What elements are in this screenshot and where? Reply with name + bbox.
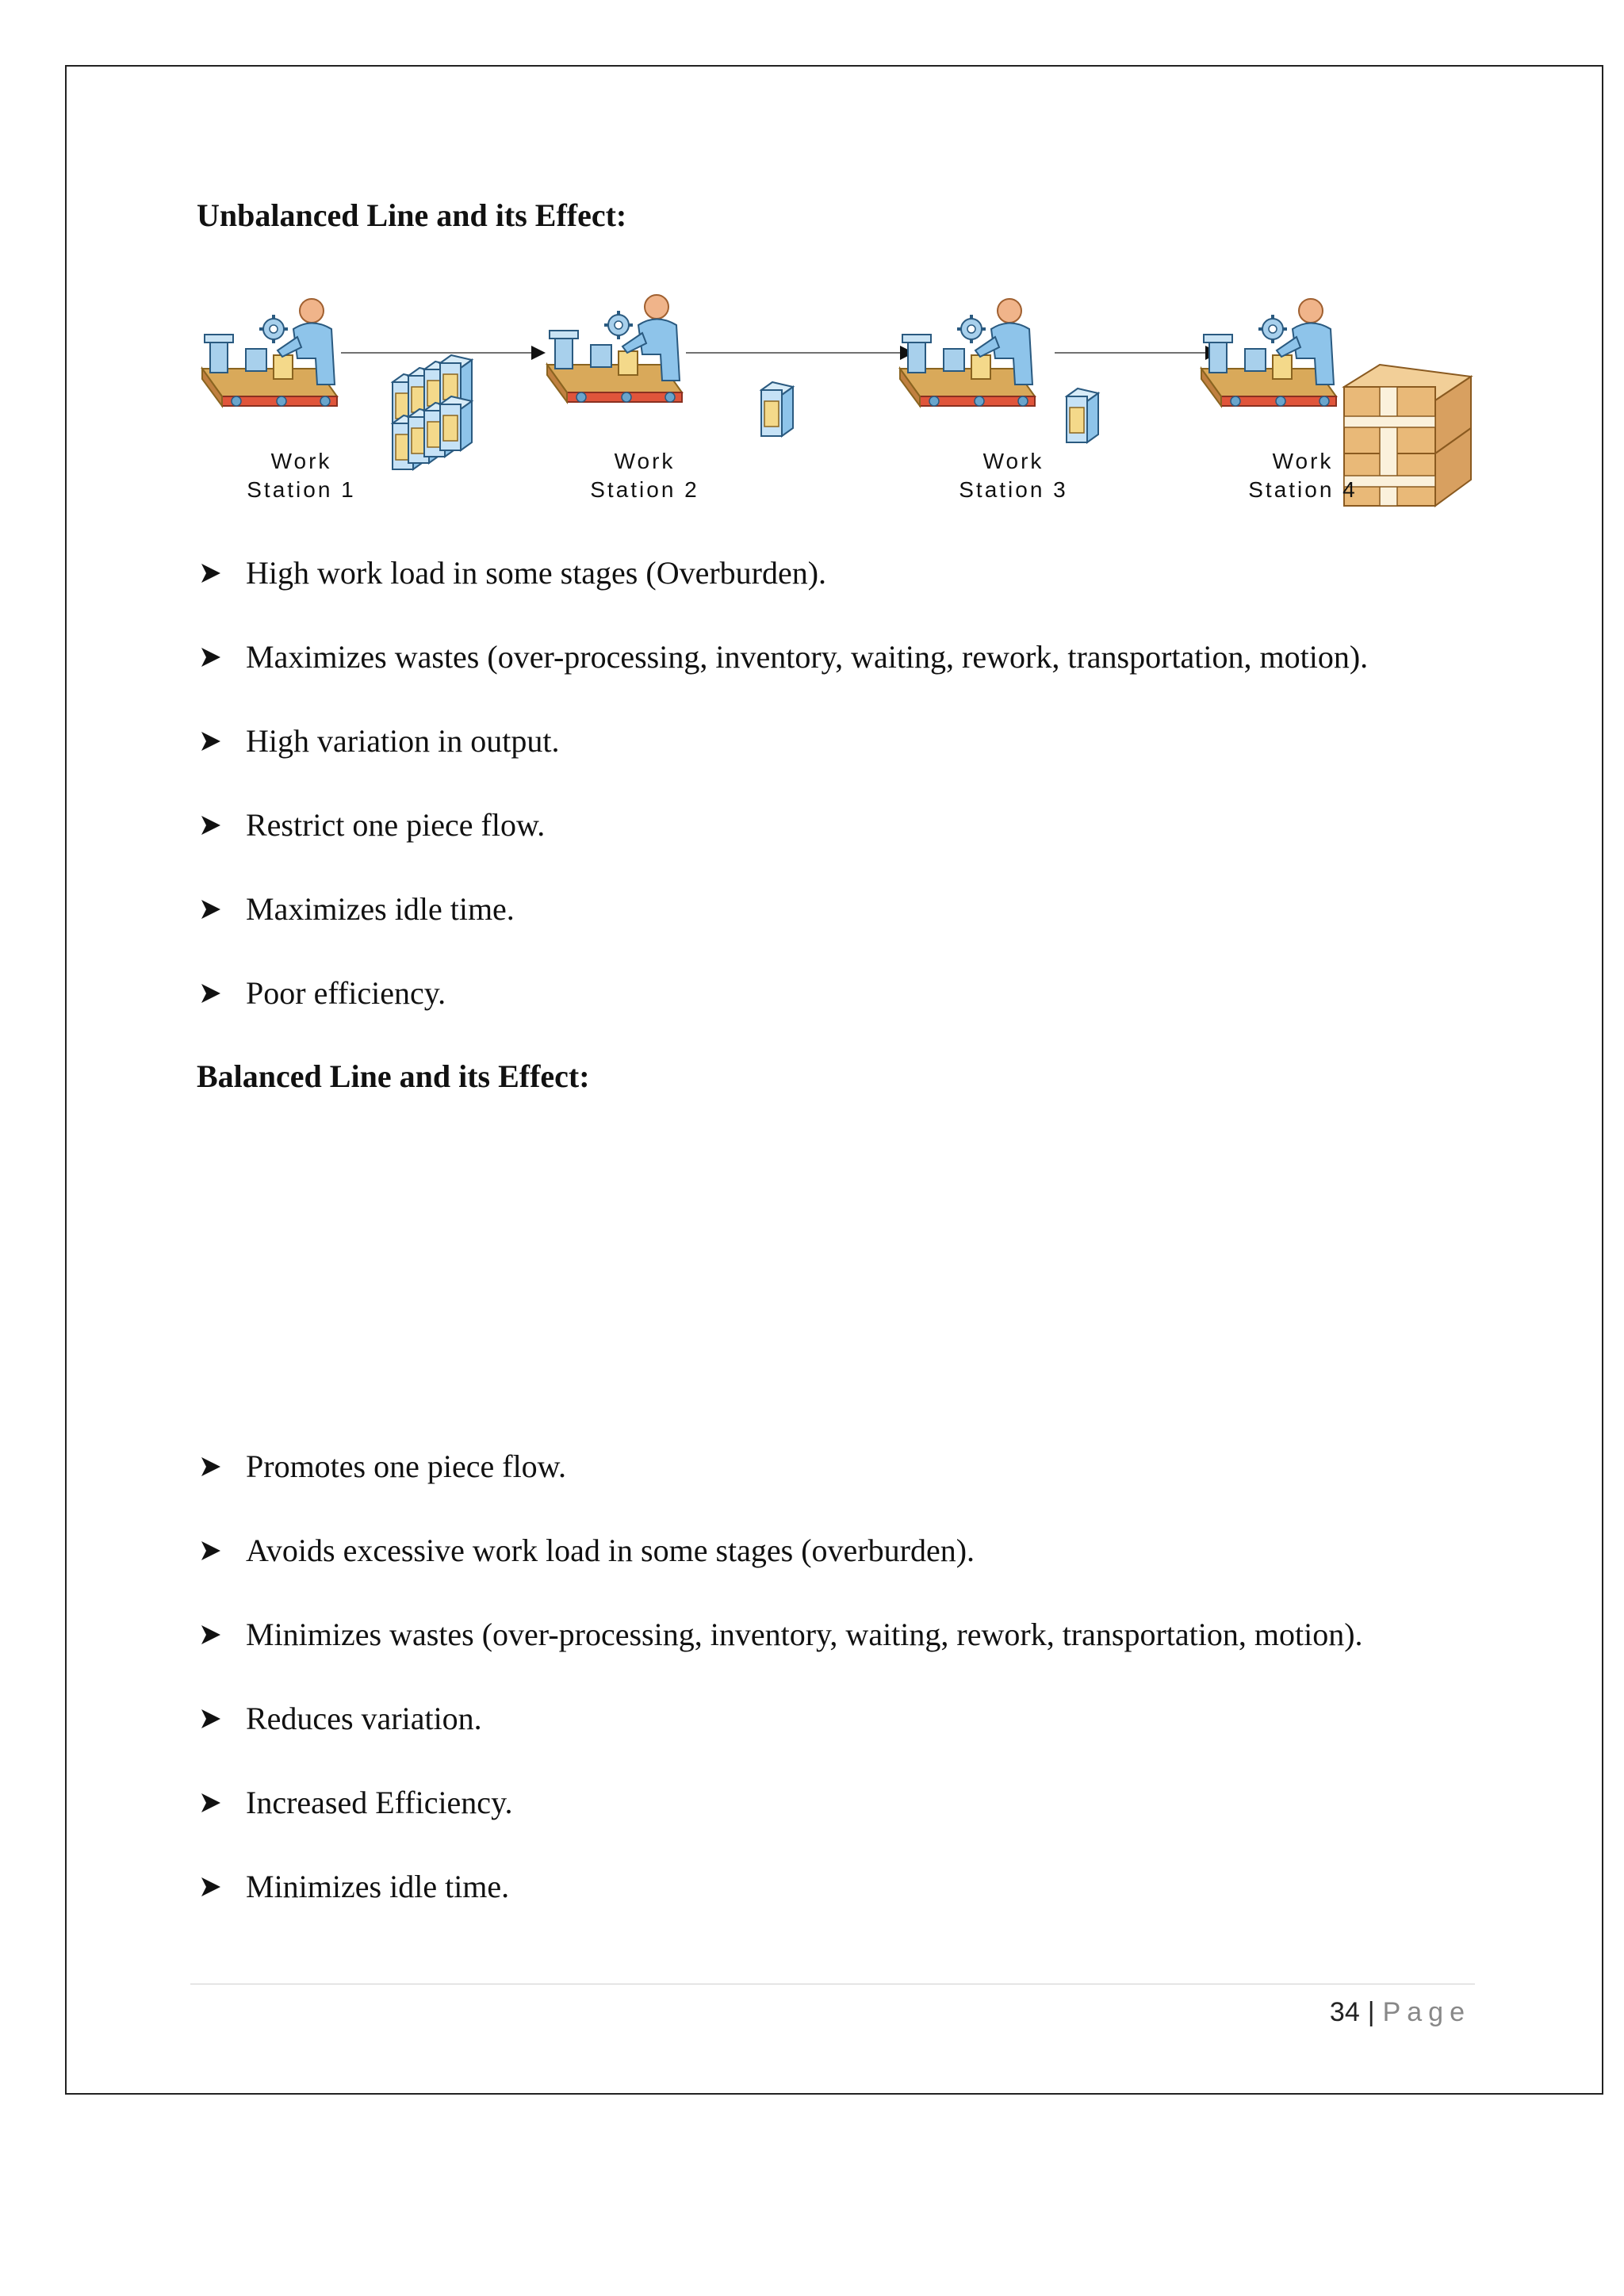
worker-at-conveyor-icon: [202, 299, 337, 406]
arrowhead-bullet-icon: [197, 559, 225, 587]
station-label-line: Station 1: [247, 477, 356, 502]
station-label-2: [565, 447, 724, 504]
arrowhead-bullet-icon: [197, 1536, 225, 1565]
list-item: [246, 1697, 482, 1741]
list-item-text: Maximizes wastes (over-processing, inventory, waiting, rework, transportation, motion).: [246, 639, 1369, 675]
page-word: Page: [1382, 1997, 1471, 2027]
station-label-line: Work: [614, 449, 676, 473]
station-label-line: Station 3: [959, 477, 1068, 502]
list-item: [246, 635, 1368, 679]
page-number: [1330, 1990, 1471, 2034]
worker-at-conveyor-icon: [1201, 299, 1336, 406]
list-item-text: Poor efficiency.: [246, 975, 446, 1011]
worker-at-conveyor-icon: [547, 295, 682, 402]
list-item: [246, 551, 826, 595]
list-item: [246, 1613, 1363, 1657]
list-item-text: Maximizes idle time.: [246, 891, 515, 927]
list-item: [246, 719, 560, 763]
page-number-value: 34: [1329, 1997, 1360, 2027]
station-label-line: Work: [270, 449, 332, 473]
list-item-text: Avoids excessive work load in some stages (overburden).: [246, 1533, 975, 1568]
list-item-text: High work load in some stages (Overburden).: [246, 555, 827, 591]
station-label-line: Work: [982, 449, 1044, 473]
list-item: [246, 803, 545, 848]
list-item-text: High variation in output.: [246, 723, 560, 759]
list-item: [246, 887, 515, 932]
station-label-4: [1224, 447, 1382, 504]
list-item: [246, 1445, 566, 1489]
arrowhead-bullet-icon: [197, 643, 225, 672]
unbalanced-line-diagram: [194, 277, 1479, 515]
list-item-text: Reduces variation.: [246, 1701, 482, 1736]
station-label-line: Station 2: [590, 477, 699, 502]
arrowhead-bullet-icon: [197, 1452, 225, 1481]
unbalanced-line-heading: Unbalanced Line and its Effect:: [197, 197, 627, 233]
list-item-text: Restrict one piece flow.: [246, 807, 546, 843]
inventory-pile-icon: [393, 355, 472, 469]
arrowhead-bullet-icon: [197, 1621, 225, 1649]
arrowhead-bullet-icon: [197, 1705, 225, 1733]
arrowhead-bullet-icon: [197, 979, 225, 1008]
list-item: [246, 971, 446, 1016]
station-label-line: Work: [1272, 449, 1334, 473]
arrowhead-bullet-icon: [197, 811, 225, 840]
list-item-text: Minimizes wastes (over-processing, inventory, waiting, rework, transportation, motion).: [246, 1617, 1363, 1652]
page-number-separator: |: [1367, 1997, 1375, 2027]
inventory-box-icon: [761, 382, 793, 436]
list-item-text: Minimizes idle time.: [246, 1869, 510, 1904]
worker-at-conveyor-icon: [900, 299, 1035, 406]
arrowhead-bullet-icon: [197, 1789, 225, 1817]
arrowhead-bullet-icon: [197, 1873, 225, 1901]
balanced-line-heading: Balanced Line and its Effect:: [197, 1058, 590, 1094]
station-label-3: [934, 447, 1093, 504]
list-item: [246, 1865, 509, 1909]
arrowhead-bullet-icon: [197, 895, 225, 924]
station-label-line: Station 4: [1248, 477, 1358, 502]
list-item: [246, 1529, 975, 1573]
inventory-box-icon: [1067, 388, 1098, 442]
list-item-text: Promotes one piece flow.: [246, 1448, 566, 1484]
station-label-1: [222, 447, 381, 504]
arrowhead-bullet-icon: [197, 727, 225, 756]
list-item: [246, 1781, 512, 1825]
list-item-text: Increased Efficiency.: [246, 1785, 513, 1820]
